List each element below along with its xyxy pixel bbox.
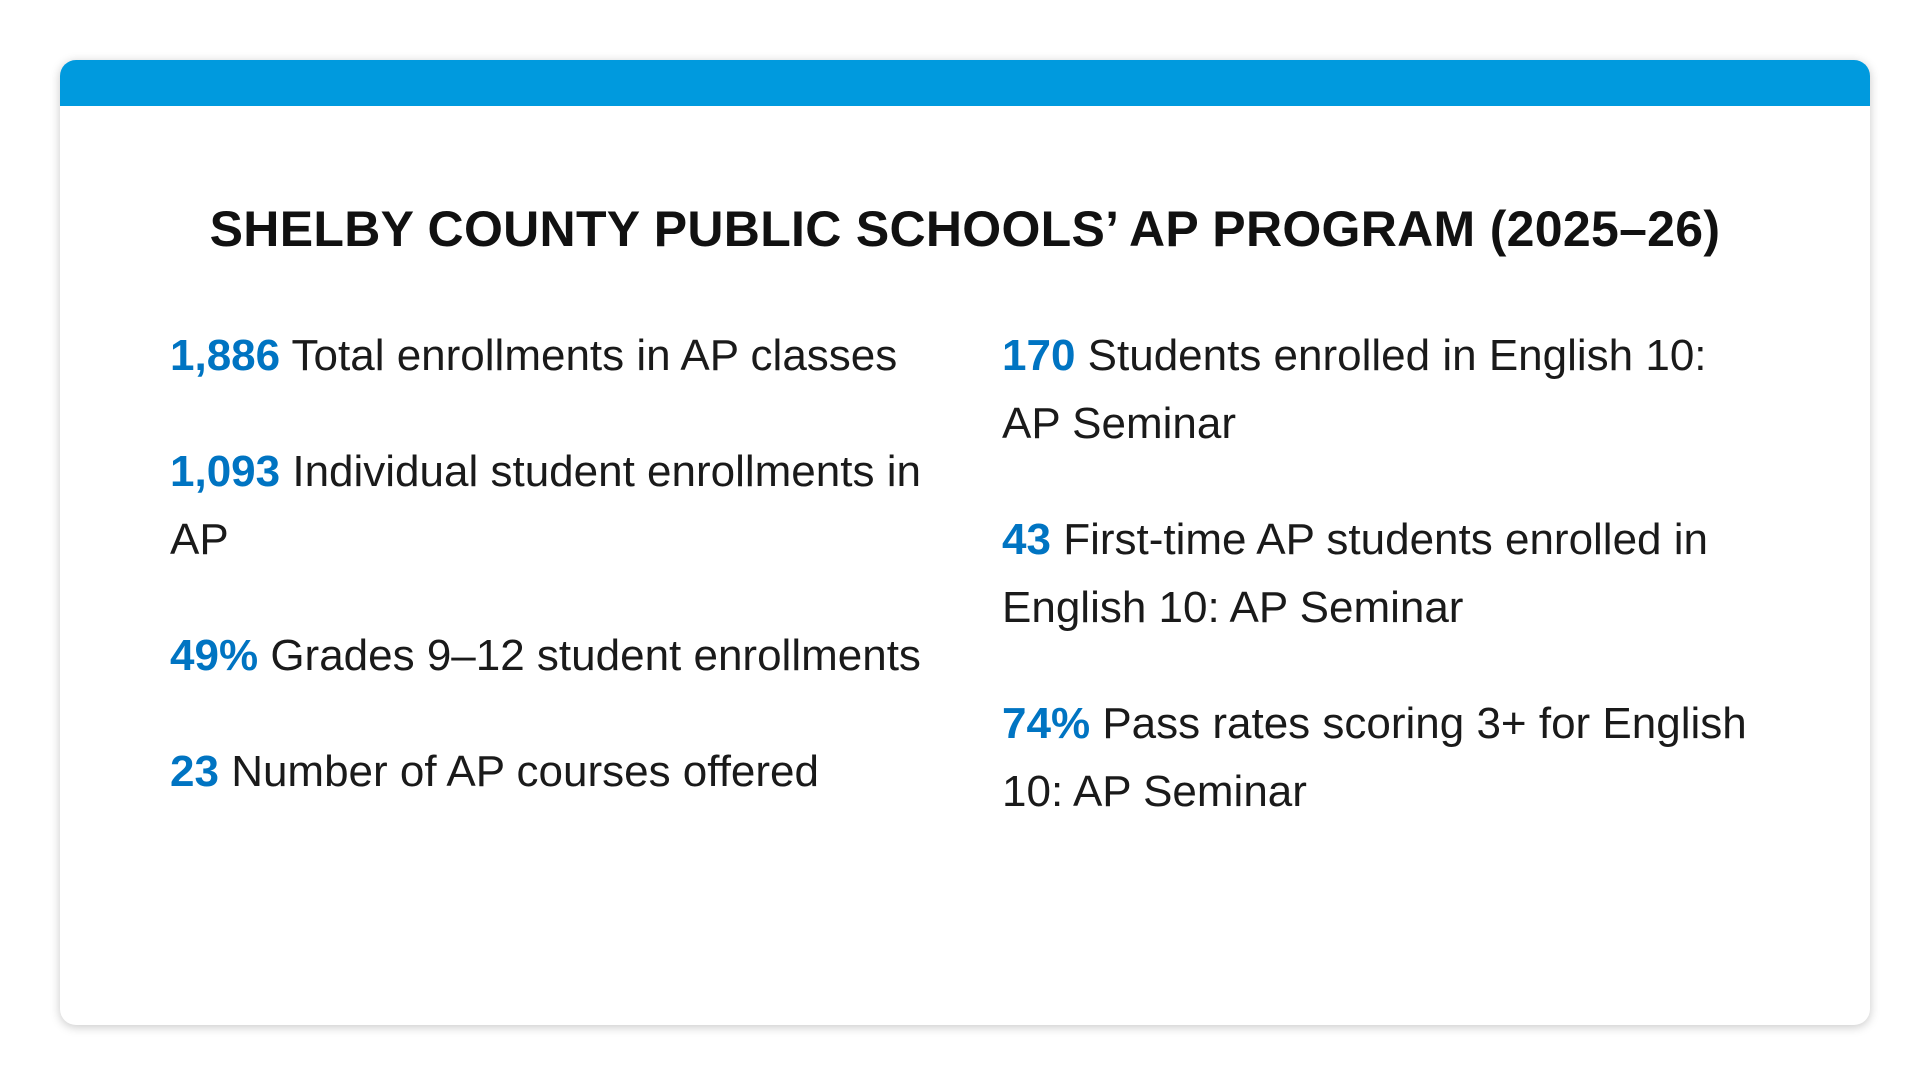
stat-individual-enrollments: [170, 438, 940, 574]
stats-left-column: [170, 322, 940, 854]
stat-label: Number of AP courses offered: [231, 747, 819, 796]
stat-value: 170: [1002, 331, 1076, 380]
stat-value: 74%: [1002, 699, 1091, 748]
stat-value: 43: [1002, 515, 1051, 564]
accent-bar: [60, 60, 1870, 106]
stat-value: 1,886: [170, 331, 281, 380]
page-title: SHELBY COUNTY PUBLIC SCHOOLS’ AP PROGRAM (2025–26): [209, 201, 1721, 257]
stat-total-enrollments: [170, 322, 940, 390]
stats-right-column: [1002, 322, 1762, 874]
stat-pass-rate: [1002, 690, 1762, 826]
stat-value: 23: [170, 747, 219, 796]
stat-first-time-students: [1002, 506, 1762, 642]
stat-label: Total enrollments in AP classes: [291, 331, 898, 380]
stat-value: 1,093: [170, 447, 281, 496]
infographic-card: [60, 60, 1870, 1025]
stat-courses-offered: [170, 738, 940, 806]
stat-label: First-time AP students enrolled in English 10: AP Seminar: [1002, 515, 1708, 632]
stat-label: Students enrolled in English 10: AP Seminar: [1002, 331, 1707, 448]
stat-label: Grades 9–12 student enrollments: [270, 631, 921, 680]
stat-label: Individual student enrollments in AP: [170, 447, 921, 564]
stat-label: Pass rates scoring 3+ for English 10: AP Seminar: [1002, 699, 1747, 816]
stat-seminar-enrolled: [1002, 322, 1762, 458]
stat-value: 49%: [170, 631, 259, 680]
stat-grade-enrollments: [170, 622, 940, 690]
